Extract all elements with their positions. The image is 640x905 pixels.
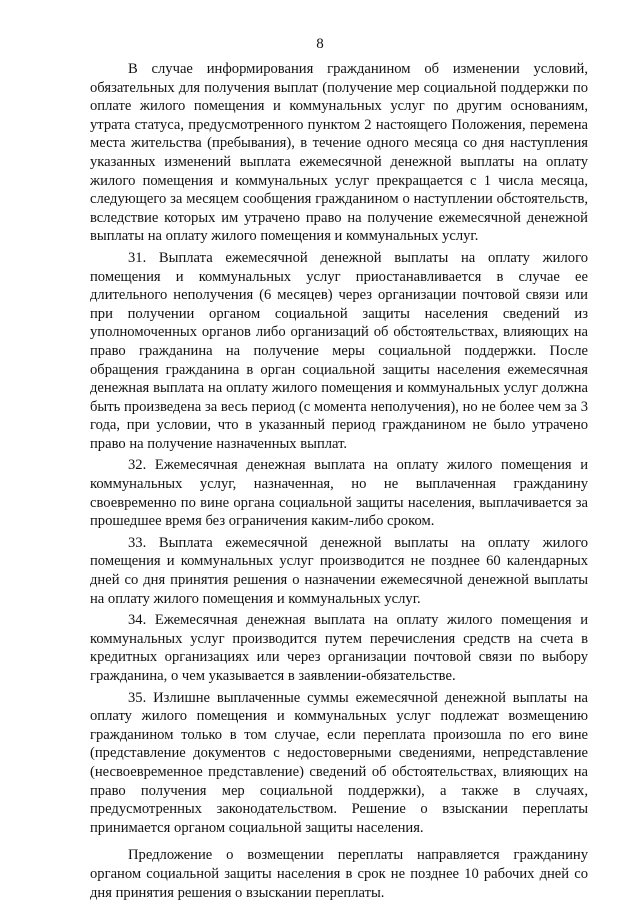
paragraph-33: 33. Выплата ежемесячной денежной выплаты на оплату жилого помещения и коммунальных услуг производится не позднее 60 календарных дней со дня принятия решения о назначении ежемесячной денежной выплаты на оплату жилого помещения и коммунальных услуг.	[90, 534, 588, 607]
paragraph-34: 34. Ежемесячная денежная выплата на оплату жилого помещения и коммунальных услуг производится путем перечисления средств на счета в кредитных организациях или через организации почтовой связи по выбору гражданина, о чем указывается в заявлении-обязательстве.	[90, 612, 588, 684]
paragraph-31: 31. Выплата ежемесячной денежной выплаты на оплату жилого помещения и коммунальных услуг приостанавливается в случае ее длительного неполучения (6 месяцев) через организации почтовой связи или при получении органом социальной защиты населения сведений из уполномоченных органов либо организаций об обстоятельствах, влияющих на право гражданина на получение меры социальной поддержки. После обращения гражданина в орган социальной защиты населения ежемесячная денежная выплата на оплату жилого помещения и коммунальных услуг должна быть произведена за весь период (с момента неполучения), но не более чем за 3 года, при условии, что в указанный период гражданином не было утрачено право на получение назначенных выплат.	[90, 249, 588, 452]
paragraph-32: 32. Ежемесячная денежная выплата на оплату жилого помещения и коммунальных услуг, назначенная, но не выплаченная гражданину своевременно по вине органа социальной защиты населения, выплачивается за прошедшее время без ограничения каким-либо сроком.	[90, 457, 588, 530]
paragraph-refund-proposal: Предложение о возмещении переплаты направляется гражданину органом социальной защиты населения в срок не позднее 10 рабочих дней со дня принятия решения о взыскании переплаты.	[90, 847, 588, 901]
paragraph-intro: В случае информирования гражданином об изменении условий, обязательных для получения выплат (получение мер социальной поддержки по оплате жилого помещения и коммунальных услуг по другим основаниям, утрата статуса, предусмотренного пунктом 2 настоящего Положения, перемена места жительства (пребывания), в течение одного месяца со дня наступления указанных изменений выплата ежемесячной денежной выплаты на оплату жилого помещения и коммунальных услуг прекращается с 1 числа месяца, следующего за месяцем сообщения гражданином о наступлении обстоятельств, вследствие которых им утрачено право на получение ежемесячной денежной выплаты на оплату жилого помещения и коммунальных услуг.	[90, 61, 588, 245]
page-number: 8	[316, 36, 324, 52]
document-body	[90, 60, 588, 905]
paragraph-35: 35. Излишне выплаченные суммы ежемесячной денежной выплаты на оплату жилого помещения и коммунальных услуг подлежат возмещению гражданином только в том случае, если переплата произошла по его вине (представление документов с недостоверными сведениями, непредставление (несвоевременное представление) сведений об обстоятельствах, влияющих на право получения мер социальной поддержки), а также в случаях, предусмотренных законодательством. Решение о взыскании переплаты принимается органом социальной защиты населения.	[90, 689, 588, 836]
